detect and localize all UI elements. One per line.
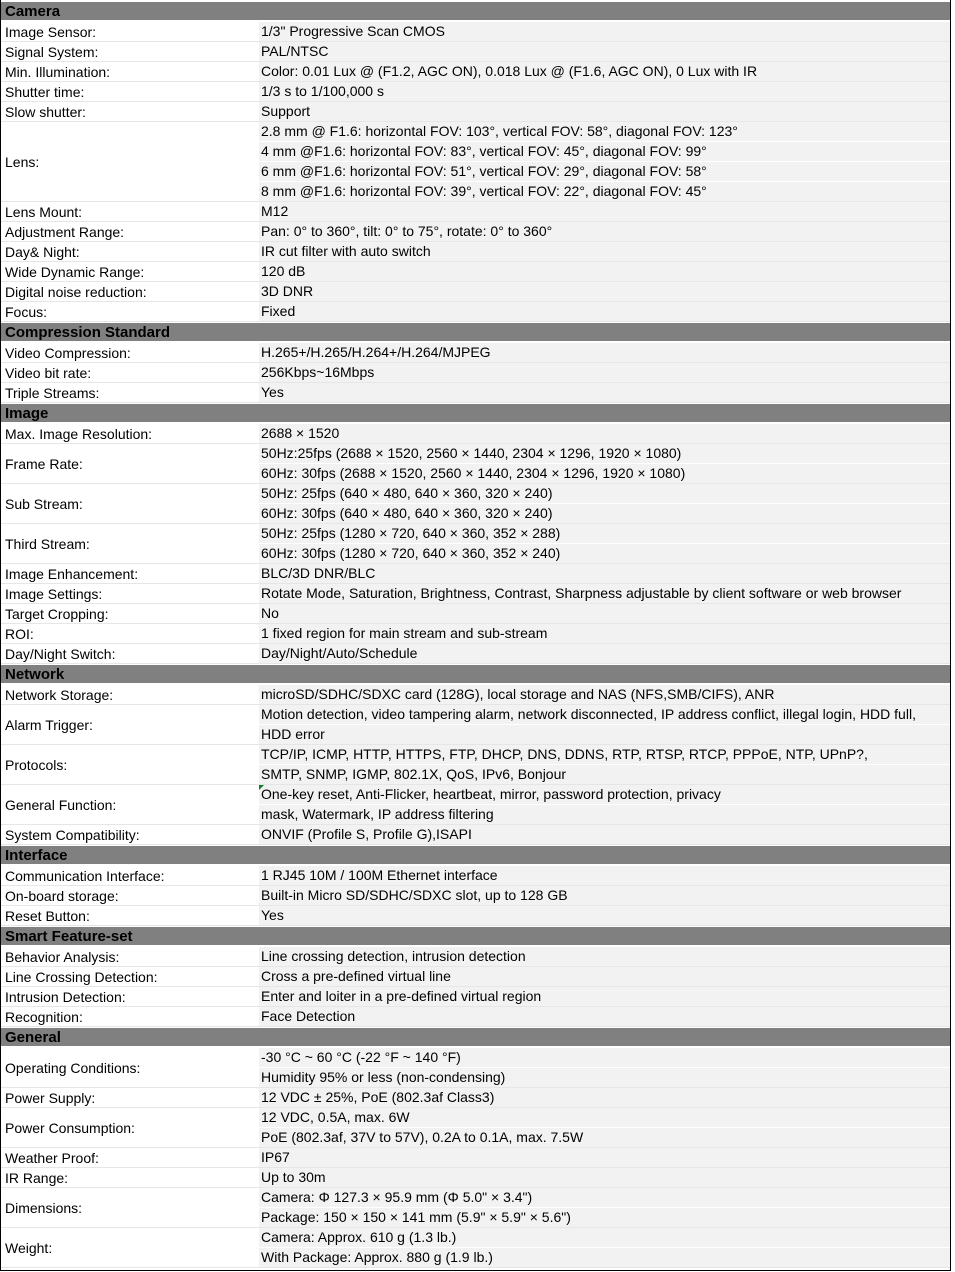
spec-value-text: PAL/NTSC: [261, 43, 329, 59]
spec-row: [1, 967, 950, 987]
spec-value-line: [259, 644, 950, 663]
spec-row: [1, 947, 950, 967]
spec-value-line: [259, 302, 950, 321]
spec-value-line: [259, 1148, 950, 1167]
spec-label: Network Storage:: [1, 685, 259, 704]
spec-value-text: IP67: [261, 1149, 290, 1165]
spec-value-text: 60Hz: 30fps (640 × 480, 640 × 360, 320 × 240): [261, 505, 553, 521]
spec-value-line: [259, 725, 950, 744]
spec-value-line: [259, 504, 950, 523]
spec-value-line: [259, 62, 950, 81]
spec-values: [259, 222, 950, 241]
spec-label: Slow shutter:: [1, 102, 259, 121]
spec-value-line: [259, 624, 950, 643]
spec-row: [1, 1228, 950, 1268]
spec-row: [1, 745, 950, 785]
spec-label: Third Stream:: [1, 524, 259, 563]
spec-label: Video bit rate:: [1, 363, 259, 382]
spec-values: [259, 1007, 950, 1026]
spec-row: [1, 82, 950, 102]
spec-label: Wide Dynamic Range:: [1, 262, 259, 281]
spec-value-line: [259, 886, 950, 905]
spec-label: Dimensions:: [1, 1188, 259, 1227]
spec-values: [259, 1168, 950, 1187]
spec-label: Lens:: [1, 122, 259, 201]
spec-values: [259, 524, 950, 563]
spec-values: [259, 1048, 950, 1087]
spec-values: [259, 705, 950, 744]
section-header-camera: Camera: [1, 2, 950, 22]
spec-row: [1, 1188, 950, 1228]
spec-row: [1, 524, 950, 564]
spec-values: [259, 886, 950, 905]
spec-row: [1, 1088, 950, 1108]
spec-row: [1, 1148, 950, 1168]
spec-value-line: [259, 1088, 950, 1107]
spec-values: [259, 62, 950, 81]
spec-value-line: [259, 222, 950, 241]
spec-value-line: [259, 182, 950, 201]
spec-value-line: [259, 1108, 950, 1128]
spec-value-line: [259, 604, 950, 623]
spec-label: Weight:: [1, 1228, 259, 1267]
spec-label: Day/Night Switch:: [1, 644, 259, 663]
spec-value-line: [259, 805, 950, 824]
section-header-network: Network: [1, 665, 950, 685]
spec-values: [259, 82, 950, 101]
spec-value-text: One-key reset, Anti-Flicker, heartbeat, mirror, password protection, privacy: [261, 786, 721, 802]
spec-values: [259, 745, 950, 784]
spec-value-text: H.265+/H.265/H.264+/H.264/MJPEG: [261, 344, 491, 360]
spec-row: [1, 424, 950, 444]
spec-values: [259, 1108, 950, 1147]
spec-value-text: 120 dB: [261, 263, 306, 279]
spec-value-text: TCP/IP, ICMP, HTTP, HTTPS, FTP, DHCP, DNS, DDNS, RTP, RTSP, RTCP, PPPoE, NTP, UPnP?,: [261, 746, 868, 762]
spec-values: [259, 383, 950, 402]
spec-values: [259, 484, 950, 523]
spec-value-line: [259, 424, 950, 443]
spec-value-line: [259, 484, 950, 504]
spec-values: [259, 22, 950, 41]
spec-value-text: Yes: [261, 384, 284, 400]
spec-values: [259, 947, 950, 966]
spec-values: [259, 866, 950, 885]
spec-row: [1, 1108, 950, 1148]
spec-value-line: [259, 987, 950, 1006]
spec-row: [1, 343, 950, 363]
spec-value-line: [259, 242, 950, 261]
spec-value-line: [259, 544, 950, 563]
spec-value-text: Rotate Mode, Saturation, Brightness, Contrast, Sharpness adjustable by client software or web browser: [261, 585, 902, 601]
spec-value-text: Package: 150 × 150 × 141 mm (5.9" × 5.9" × 5.6"): [261, 1209, 571, 1225]
spec-values: [259, 1148, 950, 1167]
spec-values: [259, 102, 950, 121]
spec-value-line: [259, 906, 950, 925]
spec-value-text: 6 mm @F1.6: horizontal FOV: 51°, vertical FOV: 29°, diagonal FOV: 58°: [261, 163, 707, 179]
spec-row: [1, 444, 950, 484]
spec-row: [1, 785, 950, 825]
spec-label: Max. Image Resolution:: [1, 424, 259, 443]
spec-row: [1, 363, 950, 383]
spec-label: On-board storage:: [1, 886, 259, 905]
spec-values: [259, 444, 950, 483]
spec-label: Triple Streams:: [1, 383, 259, 402]
spec-value-text: mask, Watermark, IP address filtering: [261, 806, 494, 822]
spec-values: [259, 967, 950, 986]
spec-value-text: 4 mm @F1.6: horizontal FOV: 83°, vertical FOV: 45°, diagonal FOV: 99°: [261, 143, 707, 159]
spec-values: [259, 122, 950, 201]
spec-label: Protocols:: [1, 745, 259, 784]
spec-value-line: [259, 1168, 950, 1187]
spec-value-line: [259, 383, 950, 402]
spec-label: Signal System:: [1, 42, 259, 61]
spec-values: [259, 906, 950, 925]
spec-values: [259, 1228, 950, 1267]
comment-indicator-icon: [259, 785, 264, 790]
spec-value-text: Line crossing detection, intrusion detection: [261, 948, 526, 964]
spec-values: [259, 424, 950, 443]
spec-row: [1, 584, 950, 604]
spec-label: Adjustment Range:: [1, 222, 259, 241]
spec-label: Line Crossing Detection:: [1, 967, 259, 986]
spec-value-line: [259, 765, 950, 784]
spec-value-line: [259, 1228, 950, 1248]
spec-row: [1, 62, 950, 82]
spec-values: [259, 584, 950, 603]
spec-row: [1, 484, 950, 524]
spec-value-line: [259, 22, 950, 41]
spec-value-text: Yes: [261, 907, 284, 923]
spec-label: Power Supply:: [1, 1088, 259, 1107]
spec-label: Frame Rate:: [1, 444, 259, 483]
spec-label: Weather Proof:: [1, 1148, 259, 1167]
spec-value-text: Enter and loiter in a pre-defined virtual region: [261, 988, 542, 1004]
spec-value-line: [259, 967, 950, 986]
spec-value-line: [259, 524, 950, 544]
spec-values: [259, 604, 950, 623]
spec-row: [1, 604, 950, 624]
spec-value-text: Humidity 95% or less (non-condensing): [261, 1069, 506, 1085]
spec-values: [259, 282, 950, 301]
spec-label: Alarm Trigger:: [1, 705, 259, 744]
spec-value-text: With Package: Approx. 880 g (1.9 lb.): [261, 1249, 493, 1265]
spec-value-text: 256Kbps~16Mbps: [261, 364, 375, 380]
spec-row: [1, 122, 950, 202]
spec-value-line: [259, 1248, 950, 1267]
spec-row: [1, 102, 950, 122]
spec-row: [1, 1007, 950, 1027]
spec-row: [1, 262, 950, 282]
spec-value-text: SMTP, SNMP, IGMP, 802.1X, QoS, IPv6, Bonjour: [261, 766, 567, 782]
spec-row: [1, 202, 950, 222]
spec-values: [259, 42, 950, 61]
spec-value-line: [259, 363, 950, 382]
spec-label: Sub Stream:: [1, 484, 259, 523]
spec-row: [1, 644, 950, 664]
spec-label: Power Consumption:: [1, 1108, 259, 1147]
spec-values: [259, 564, 950, 583]
spec-label: Shutter time:: [1, 82, 259, 101]
spec-values: [259, 242, 950, 261]
spec-value-line: [259, 1048, 950, 1068]
spec-row: [1, 624, 950, 644]
spec-label: Operating Conditions:: [1, 1048, 259, 1087]
spec-value-line: [259, 464, 950, 483]
spec-value-text: IR cut filter with auto switch: [261, 243, 431, 259]
spec-row: [1, 1168, 950, 1188]
spec-value-line: [259, 785, 950, 805]
spec-row: [1, 383, 950, 403]
spec-value-text: 2688 × 1520: [261, 425, 340, 441]
spec-value-text: 60Hz: 30fps (2688 × 1520, 2560 × 1440, 2304 × 1296, 1920 × 1080): [261, 465, 686, 481]
spec-value-text: HDD error: [261, 726, 325, 742]
spec-values: [259, 262, 950, 281]
spec-value-line: [259, 202, 950, 221]
spec-value-text: 1 RJ45 10M / 100M Ethernet interface: [261, 867, 498, 883]
spec-row: [1, 825, 950, 845]
spec-value-line: [259, 102, 950, 121]
spec-value-text: 2.8 mm @ F1.6: horizontal FOV: 103°, vertical FOV: 58°, diagonal FOV: 123°: [261, 123, 738, 139]
spec-values: [259, 644, 950, 663]
spec-value-text: Cross a pre-defined virtual line: [261, 968, 451, 984]
spec-value-text: Day/Night/Auto/Schedule: [261, 645, 418, 661]
spec-value-line: [259, 262, 950, 281]
spec-label: Image Settings:: [1, 584, 259, 603]
spec-value-text: Support: [261, 103, 311, 119]
spec-value-text: 1/3" Progressive Scan CMOS: [261, 23, 445, 39]
spec-value-line: [259, 343, 950, 362]
spec-value-line: [259, 162, 950, 182]
spec-values: [259, 624, 950, 643]
spec-row: [1, 1048, 950, 1088]
spec-value-text: microSD/SDHC/SDXC card (128G), local storage and NAS (NFS,SMB/CIFS), ANR: [261, 686, 775, 702]
spec-value-text: Built-in Micro SD/SDHC/SDXC slot, up to 128 GB: [261, 887, 568, 903]
spec-values: [259, 825, 950, 844]
spec-value-line: [259, 82, 950, 101]
section-header-general: General: [1, 1028, 950, 1048]
spec-value-text: 50Hz: 25fps (1280 × 720, 640 × 360, 352 × 288): [261, 525, 561, 541]
spec-value-text: 50Hz:25fps (2688 × 1520, 2560 × 1440, 2304 × 1296, 1920 × 1080): [261, 445, 682, 461]
spec-value-text: 50Hz: 25fps (640 × 480, 640 × 360, 320 × 240): [261, 485, 553, 501]
spec-label: IR Range:: [1, 1168, 259, 1187]
spec-label: Behavior Analysis:: [1, 947, 259, 966]
spec-row: [1, 42, 950, 62]
spec-value-text: Up to 30m: [261, 1169, 326, 1185]
spec-value-text: Motion detection, video tampering alarm, network disconnected, IP address conflict, illegal login, HDD full,: [261, 706, 916, 722]
spec-value-line: [259, 282, 950, 301]
spec-label: Communication Interface:: [1, 866, 259, 885]
section-header-image: Image: [1, 404, 950, 424]
spec-value-text: 1 fixed region for main stream and sub-stream: [261, 625, 548, 641]
spec-value-line: [259, 564, 950, 583]
spec-values: [259, 363, 950, 382]
spec-value-line: [259, 444, 950, 464]
spec-value-text: PoE (802.3af, 37V to 57V), 0.2A to 0.1A, max. 7.5W: [261, 1129, 584, 1145]
spec-value-text: BLC/3D DNR/BLC: [261, 565, 376, 581]
spec-value-text: M12: [261, 203, 289, 219]
spec-label: Reset Button:: [1, 906, 259, 925]
spec-value-line: [259, 1128, 950, 1147]
spec-value-text: No: [261, 605, 279, 621]
spec-value-line: [259, 584, 950, 603]
spec-value-text: 60Hz: 30fps (1280 × 720, 640 × 360, 352 × 240): [261, 545, 561, 561]
spec-value-text: Pan: 0° to 360°, tilt: 0° to 75°, rotate: 0° to 360°: [261, 223, 553, 239]
spec-values: [259, 302, 950, 321]
spec-label: Target Cropping:: [1, 604, 259, 623]
spec-row: [1, 302, 950, 322]
spec-value-text: Camera: Approx. 610 g (1.3 lb.): [261, 1229, 457, 1245]
section-header-compression-standard: Compression Standard: [1, 323, 950, 343]
spec-value-text: ONVIF (Profile S, Profile G),ISAPI: [261, 826, 472, 842]
spec-label: Day& Night:: [1, 242, 259, 261]
spec-value-line: [259, 947, 950, 966]
spec-value-line: [259, 685, 950, 704]
spec-label: Min. Illumination:: [1, 62, 259, 81]
spec-value-line: [259, 42, 950, 61]
spec-value-text: 8 mm @F1.6: horizontal FOV: 39°, vertical FOV: 22°, diagonal FOV: 45°: [261, 183, 707, 199]
spec-row: [1, 22, 950, 42]
section-header-smart-feature-set: Smart Feature-set: [1, 927, 950, 947]
spec-value-text: 12 VDC, 0.5A, max. 6W: [261, 1109, 410, 1125]
spec-label: System Compatibility:: [1, 825, 259, 844]
spec-values: [259, 202, 950, 221]
spec-label: ROI:: [1, 624, 259, 643]
spec-value-text: Camera: Φ 127.3 × 95.9 mm (Φ 5.0" × 3.4"): [261, 1189, 533, 1205]
section-header-interface: Interface: [1, 846, 950, 866]
spec-label: General Function:: [1, 785, 259, 824]
spec-row: [1, 705, 950, 745]
spec-row: [1, 242, 950, 262]
spec-value-text: Color: 0.01 Lux @ (F1.2, AGC ON), 0.018 Lux @ (F1.6, AGC ON), 0 Lux with IR: [261, 63, 758, 79]
spec-value-text: 1/3 s to 1/100,000 s: [261, 83, 384, 99]
spec-values: [259, 343, 950, 362]
spec-value-line: [259, 142, 950, 162]
spec-row: [1, 564, 950, 584]
spec-row: [1, 886, 950, 906]
spec-value-line: [259, 705, 950, 725]
spec-label: Recognition:: [1, 1007, 259, 1026]
spec-row: [1, 987, 950, 1007]
spec-row: [1, 866, 950, 886]
spec-label: Digital noise reduction:: [1, 282, 259, 301]
spec-values: [259, 987, 950, 1006]
spec-value-line: [259, 745, 950, 765]
spec-values: [259, 1088, 950, 1107]
spec-value-text: -30 °C ~ 60 °C (-22 °F ~ 140 °F): [261, 1049, 461, 1065]
spec-row: [1, 222, 950, 242]
spec-row: [1, 685, 950, 705]
spec-value-text: 3D DNR: [261, 283, 314, 299]
spec-label: Image Enhancement:: [1, 564, 259, 583]
spec-value-text: 12 VDC ± 25%, PoE (802.3af Class3): [261, 1089, 495, 1105]
spec-value-text: Fixed: [261, 303, 296, 319]
spec-values: [259, 785, 950, 824]
spec-values: [259, 685, 950, 704]
spec-value-line: [259, 866, 950, 885]
spec-label: Image Sensor:: [1, 22, 259, 41]
spec-label: Focus:: [1, 302, 259, 321]
spec-value-line: [259, 1007, 950, 1026]
spec-label: Video Compression:: [1, 343, 259, 362]
spec-value-line: [259, 825, 950, 844]
spec-row: [1, 282, 950, 302]
spec-value-line: [259, 122, 950, 142]
spec-label: Intrusion Detection:: [1, 987, 259, 1006]
spec-label: Lens Mount:: [1, 202, 259, 221]
spec-row: [1, 906, 950, 926]
spec-values: [259, 1188, 950, 1227]
spec-value-line: [259, 1188, 950, 1208]
spec-value-text: Face Detection: [261, 1008, 356, 1024]
spec-value-line: [259, 1208, 950, 1227]
spec-value-line: [259, 1068, 950, 1087]
